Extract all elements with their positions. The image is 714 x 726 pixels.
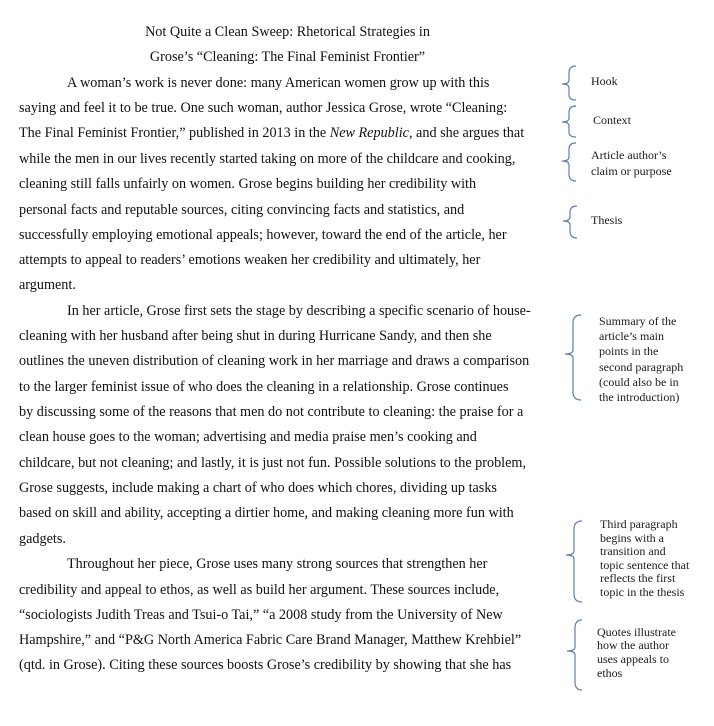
essay-line: Grose suggests, include making a chart of who does which chores, dividing up tasks: [19, 480, 497, 496]
annotation-third-line: begins with a: [600, 531, 664, 545]
annotation-claim-line: Article author’s: [591, 148, 667, 162]
essay-line: childcare, but not cleaning; and lastly, it is just not fun. Possible solutions to the problem,: [19, 455, 527, 471]
essay-line: by discussing some of the reasons that men do not contribute to cleaning: the praise for a: [19, 404, 524, 420]
brace-thesis: [563, 206, 577, 238]
essay-line: successfully employing emotional appeals; however, toward the end of the article, her: [19, 227, 507, 243]
annotation-thesis: Thesis: [591, 213, 623, 227]
essay-line: while the men in our lives recently started taking on more of the childcare and cooking,: [19, 151, 516, 167]
essay-line: attempts to appeal to readers’ emotions weaken her credibility and ultimately, her: [19, 252, 481, 268]
essay-line: credibility and appeal to ethos, as well as build her argument. These sources include,: [19, 582, 500, 598]
essay-line: “sociologists Judith Treas and Tsui-o Tai,” “a 2008 study from the University of New: [19, 607, 503, 623]
annotation-hook: Hook: [591, 74, 618, 88]
essay-line: personal facts and reputable sources, citing convincing facts and statistics, and: [19, 202, 465, 218]
essay-line-text: The Final Feminist Frontier,” published in 2013 in the: [19, 125, 330, 141]
essay-line: cleaning with her husband after being shut in during Hurricane Sandy, and then she: [19, 328, 492, 344]
annotation-third-line: topic in the thesis: [600, 585, 685, 599]
annotation-summary-line: points in the: [599, 344, 659, 358]
annotation-claim-line: claim or purpose: [591, 164, 672, 178]
annotation-third-line: Third paragraph: [600, 517, 678, 531]
essay-line-text: , and she argues that: [408, 125, 525, 141]
brace-context: [562, 106, 576, 137]
annotation-quotes-line: Quotes illustrate: [597, 625, 676, 639]
brace-hook: [562, 66, 576, 100]
annotation-summary-line: second paragraph: [599, 360, 684, 374]
essay-line: (qtd. in Grose). Citing these sources boosts Grose’s credibility by showing that she has: [19, 657, 512, 673]
annotation-third-line: topic sentence that: [600, 558, 690, 572]
annotation-quotes-line: uses appeals to: [597, 652, 669, 666]
essay-line: Hampshire,” and “P&G North America Fabric Care Brand Manager, Matthew Krehbiel”: [19, 632, 522, 648]
brace-quotes: [567, 620, 582, 690]
annotation-third-line: reflects the first: [600, 571, 676, 585]
essay-line: saying and feel it to be true. One such woman, author Jessica Grose, wrote “Cleaning:: [19, 100, 508, 116]
essay-line: argument.: [19, 277, 76, 293]
essay-line-publication: [19, 124, 524, 142]
annotation-context: Context: [593, 113, 631, 127]
essay-line: gadgets.: [19, 531, 66, 547]
annotation-summary-line: Summary of the: [599, 314, 677, 328]
annotation-summary-line: (could also be in: [599, 375, 679, 389]
brace-claim: [562, 143, 576, 181]
essay-title-line-1: Not Quite a Clean Sweep: Rhetorical Strategies in: [145, 24, 430, 40]
annotation-quotes-line: ethos: [597, 666, 623, 680]
essay-line: Throughout her piece, Grose uses many strong sources that strengthen her: [67, 556, 488, 572]
essay-line: based on skill and ability, accepting a dirtier home, and making cleaning more fun with: [19, 505, 514, 521]
essay-line: In her article, Grose first sets the stage by describing a specific scenario of house-: [67, 303, 531, 319]
essay-line: A woman’s work is never done: many American women grow up with this: [67, 75, 490, 91]
essay-line: clean house goes to the woman; advertising and media praise men’s cooking and: [19, 429, 477, 445]
annotation-summary-line: article’s main: [599, 329, 664, 343]
essay-line: to the larger feminist issue of who does the cleaning in a relationship. Grose continues: [19, 379, 509, 395]
annotation-summary-line: the introduction): [599, 390, 680, 404]
annotation-third-line: transition and: [600, 544, 666, 558]
publication-name: New Republic: [329, 125, 409, 141]
essay-title-line-2: Grose’s “Cleaning: The Final Feminist Frontier”: [149, 49, 426, 65]
essay-line: cleaning still falls unfairly on women. Grose begins building her credibility with: [19, 176, 477, 192]
brace-summary: [565, 315, 581, 400]
brace-third: [566, 521, 582, 602]
essay-line: outlines the uneven distribution of cleaning work in her marriage and draws a comparison: [19, 353, 530, 369]
annotation-quotes-line: how the author: [597, 638, 669, 652]
